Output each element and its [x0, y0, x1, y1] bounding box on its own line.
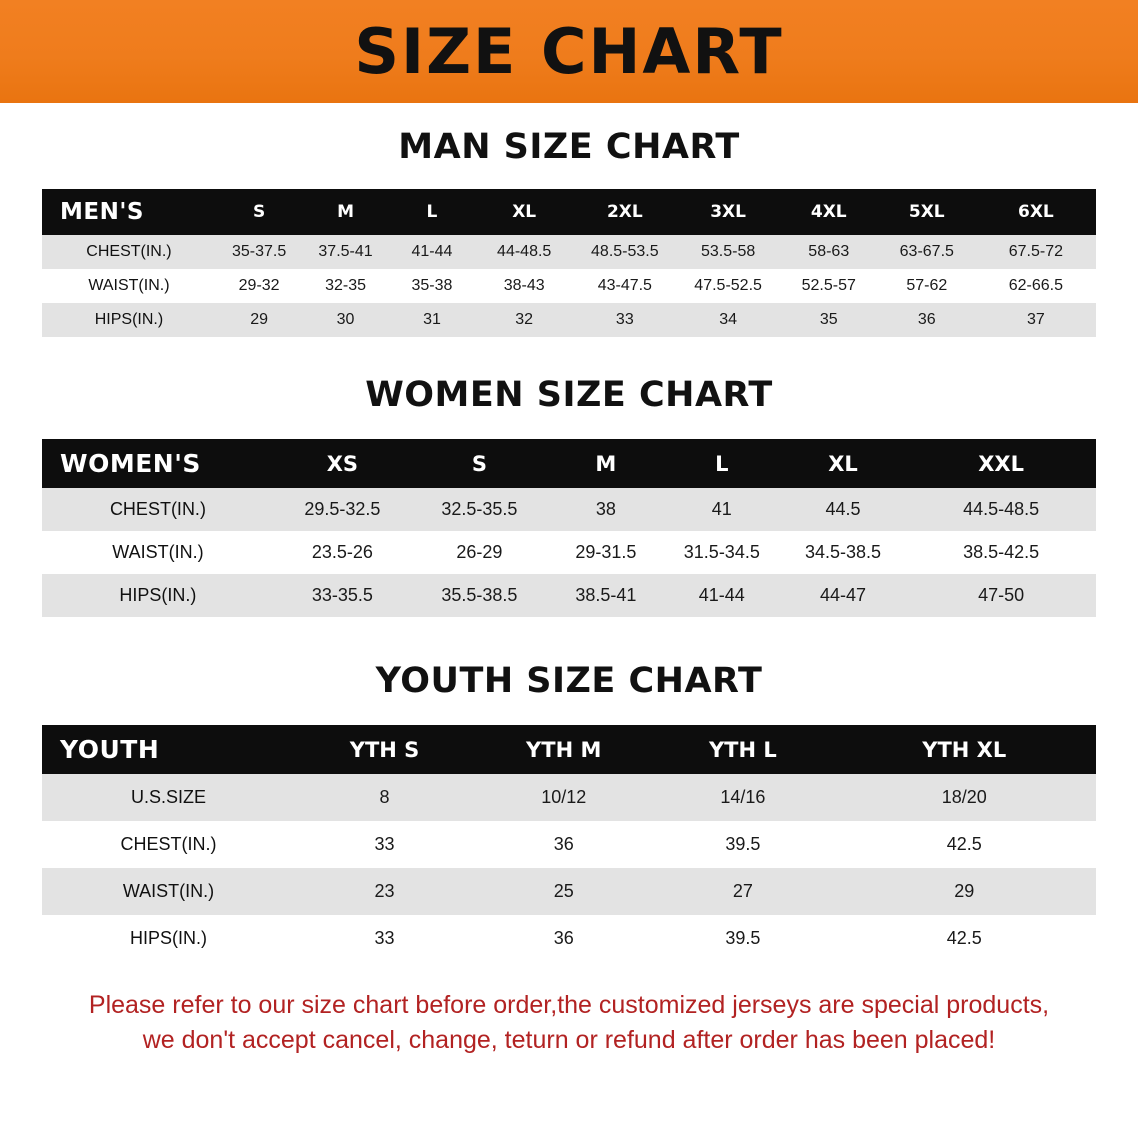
men-header-corner: MEN'S	[42, 189, 216, 235]
women-chest-xl: 44.5	[780, 488, 906, 531]
disclaimer-note	[39, 988, 1099, 1057]
women-header-s: S	[411, 439, 548, 488]
women-header-xxl: XXL	[906, 439, 1096, 488]
men-header-6xl: 6XL	[976, 189, 1096, 235]
men-hips-2xl: 33	[573, 303, 676, 337]
women-waist-xl: 34.5-38.5	[780, 531, 906, 574]
youth-waist-s: 23	[295, 868, 474, 915]
men-chest-3xl: 53.5-58	[676, 235, 779, 269]
youth-header-corner: YOUTH	[42, 725, 295, 774]
men-waist-s: 29-32	[216, 269, 302, 303]
men-header-l: L	[389, 189, 475, 235]
youth-row-label-ussize: U.S.SIZE	[42, 774, 295, 821]
table-row	[42, 821, 1096, 868]
men-row-label-chest: CHEST(IN.)	[42, 235, 216, 269]
women-waist-xs: 23.5-26	[274, 531, 411, 574]
youth-row-label-hips: HIPS(IN.)	[42, 915, 295, 962]
men-header-s: S	[216, 189, 302, 235]
youth-section-heading: YOUTH SIZE CHART	[375, 661, 763, 701]
table-row	[42, 868, 1096, 915]
youth-ussize-l: 14/16	[653, 774, 832, 821]
men-waist-6xl: 62-66.5	[976, 269, 1096, 303]
men-hips-l: 31	[389, 303, 475, 337]
men-chest-2xl: 48.5-53.5	[573, 235, 676, 269]
women-header-corner: WOMEN'S	[42, 439, 274, 488]
men-row-label-hips: HIPS(IN.)	[42, 303, 216, 337]
page-title: SIZE CHART	[354, 14, 784, 88]
men-header-m: M	[302, 189, 388, 235]
women-chest-xs: 29.5-32.5	[274, 488, 411, 531]
table-header-row	[42, 189, 1096, 235]
women-chest-l: 41	[664, 488, 780, 531]
women-row-label-hips: HIPS(IN.)	[42, 574, 274, 617]
women-chest-m: 38	[548, 488, 664, 531]
men-chest-6xl: 67.5-72	[976, 235, 1096, 269]
men-header-4xl: 4XL	[780, 189, 878, 235]
men-hips-s: 29	[216, 303, 302, 337]
women-size-table	[42, 439, 1096, 617]
women-header-m: M	[548, 439, 664, 488]
man-size-table-wrap	[42, 189, 1096, 337]
women-hips-l: 41-44	[664, 574, 780, 617]
women-size-table-wrap	[42, 439, 1096, 617]
youth-row-label-chest: CHEST(IN.)	[42, 821, 295, 868]
men-waist-2xl: 43-47.5	[573, 269, 676, 303]
women-waist-s: 26-29	[411, 531, 548, 574]
table-header-row	[42, 439, 1096, 488]
youth-size-table-wrap	[42, 725, 1096, 962]
men-chest-xl: 44-48.5	[475, 235, 573, 269]
men-hips-xl: 32	[475, 303, 573, 337]
women-hips-xs: 33-35.5	[274, 574, 411, 617]
women-waist-xxl: 38.5-42.5	[906, 531, 1096, 574]
youth-hips-xl: 42.5	[832, 915, 1096, 962]
table-row	[42, 488, 1096, 531]
youth-hips-s: 33	[295, 915, 474, 962]
men-hips-m: 30	[302, 303, 388, 337]
youth-header-l: YTH L	[653, 725, 832, 774]
women-hips-s: 35.5-38.5	[411, 574, 548, 617]
page-banner	[0, 0, 1138, 103]
men-hips-6xl: 37	[976, 303, 1096, 337]
men-waist-3xl: 47.5-52.5	[676, 269, 779, 303]
youth-size-table	[42, 725, 1096, 962]
youth-chest-l: 39.5	[653, 821, 832, 868]
man-section-heading: MAN SIZE CHART	[398, 127, 740, 167]
men-chest-5xl: 63-67.5	[878, 235, 976, 269]
table-row	[42, 574, 1096, 617]
men-header-3xl: 3XL	[676, 189, 779, 235]
disclaimer-line-1: Please refer to our size chart before order,the customized jerseys are special products,	[88, 991, 1050, 1019]
men-hips-3xl: 34	[676, 303, 779, 337]
men-waist-l: 35-38	[389, 269, 475, 303]
youth-ussize-s: 8	[295, 774, 474, 821]
men-chest-l: 41-44	[389, 235, 475, 269]
men-header-xl: XL	[475, 189, 573, 235]
men-chest-4xl: 58-63	[780, 235, 878, 269]
youth-chest-m: 36	[474, 821, 653, 868]
youth-row-label-waist: WAIST(IN.)	[42, 868, 295, 915]
table-row	[42, 235, 1096, 269]
youth-waist-m: 25	[474, 868, 653, 915]
man-size-table	[42, 189, 1096, 337]
men-waist-4xl: 52.5-57	[780, 269, 878, 303]
youth-ussize-xl: 18/20	[832, 774, 1096, 821]
table-row	[42, 303, 1096, 337]
women-hips-m: 38.5-41	[548, 574, 664, 617]
men-row-label-waist: WAIST(IN.)	[42, 269, 216, 303]
youth-header-m: YTH M	[474, 725, 653, 774]
women-row-label-waist: WAIST(IN.)	[42, 531, 274, 574]
youth-chest-s: 33	[295, 821, 474, 868]
women-section-heading: WOMEN SIZE CHART	[365, 375, 773, 415]
men-chest-s: 35-37.5	[216, 235, 302, 269]
women-row-label-chest: CHEST(IN.)	[42, 488, 274, 531]
women-hips-xl: 44-47	[780, 574, 906, 617]
women-header-xs: XS	[274, 439, 411, 488]
women-chest-s: 32.5-35.5	[411, 488, 548, 531]
table-row	[42, 774, 1096, 821]
youth-waist-l: 27	[653, 868, 832, 915]
women-chest-xxl: 44.5-48.5	[906, 488, 1096, 531]
youth-hips-l: 39.5	[653, 915, 832, 962]
table-row	[42, 269, 1096, 303]
women-waist-m: 29-31.5	[548, 531, 664, 574]
men-waist-m: 32-35	[302, 269, 388, 303]
youth-chest-xl: 42.5	[832, 821, 1096, 868]
youth-ussize-m: 10/12	[474, 774, 653, 821]
men-header-5xl: 5XL	[878, 189, 976, 235]
women-header-l: L	[664, 439, 780, 488]
disclaimer-line-2: we don't accept cancel, change, teturn or refund after order has been placed!	[142, 1025, 996, 1054]
youth-waist-xl: 29	[832, 868, 1096, 915]
youth-header-s: YTH S	[295, 725, 474, 774]
table-row	[42, 915, 1096, 962]
men-hips-4xl: 35	[780, 303, 878, 337]
men-waist-xl: 38-43	[475, 269, 573, 303]
men-waist-5xl: 57-62	[878, 269, 976, 303]
women-hips-xxl: 47-50	[906, 574, 1096, 617]
men-hips-5xl: 36	[878, 303, 976, 337]
women-waist-l: 31.5-34.5	[664, 531, 780, 574]
men-chest-m: 37.5-41	[302, 235, 388, 269]
table-row	[42, 531, 1096, 574]
youth-hips-m: 36	[474, 915, 653, 962]
youth-header-xl: YTH XL	[832, 725, 1096, 774]
men-header-2xl: 2XL	[573, 189, 676, 235]
women-header-xl: XL	[780, 439, 906, 488]
table-header-row	[42, 725, 1096, 774]
